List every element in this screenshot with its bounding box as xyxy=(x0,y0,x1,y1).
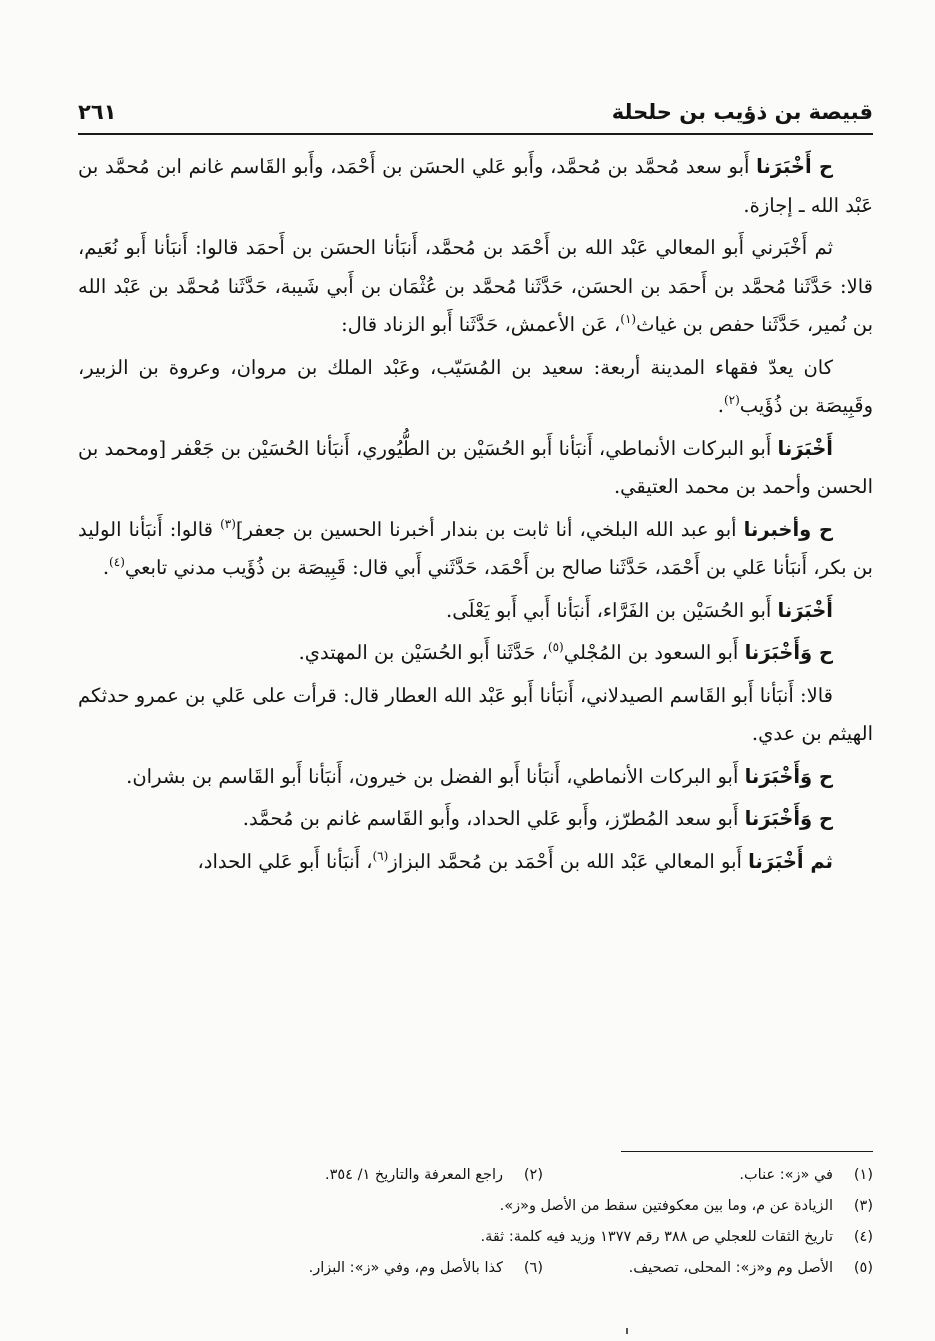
paragraph-text: أَبو البركات الأنماطي، أَنبَأنا أَبو الفضل بن خيرون، أَنبَأنا أَبو القَاسم بن بشران. xyxy=(126,764,745,788)
paragraph-text: ، أَنبَأنا أَبو عَلي الحداد، xyxy=(197,849,373,873)
paragraph-text: أَبو البركات الأنماطي، أَنبَأنا أَبو الحُسَيْن بن الطُّيُوري، أَنبَأنا الحُسَيْن بن جَعْفر [ومحمد بن الحسن وأحمد بن محمد العتيقي. xyxy=(78,436,873,498)
running-header xyxy=(78,90,873,134)
paragraph xyxy=(78,511,873,588)
paragraph-text: قالوا: أَنبَأنا الوليد بن بكر، أَنبَأنا عَلي بن أَحْمَد، حَدَّثَنا صالح بن أَحْمَد، حَدَّثَني أَبي قال: قَبِيصَة بن ذُؤَيب مدني تابعي xyxy=(78,517,873,579)
footnote-row xyxy=(78,1160,873,1191)
header-rule xyxy=(78,133,873,135)
footnote xyxy=(500,1191,873,1222)
footnote xyxy=(543,1253,873,1284)
footnote-ref: (٦) xyxy=(372,848,389,863)
paragraph-text: أَبو المعالي عَبْد الله بن أَحْمَد بن مُحمَّد البزاز xyxy=(388,849,749,873)
footnote-number: (٢) xyxy=(523,1167,543,1183)
footnote xyxy=(480,1222,873,1253)
footnote-ref: (٤) xyxy=(109,555,125,569)
footnote-number: (١) xyxy=(853,1167,873,1183)
footnote-ref: (٥) xyxy=(547,640,564,654)
footnote-text: الزيادة عن م، وما بين معكوفتين سقط من الأصل و«ز». xyxy=(499,1198,833,1214)
paragraph-text: أَبو الحُسَيْن بن الفَرَّاء، أَنبَأنا أَبي أَبو يَعْلَى. xyxy=(446,598,778,622)
paragraph-text: أَبو سعد مُحمَّد بن مُحمَّد، وأَبو عَلي الحسَن بن أَحْمَد، وأَبو القَاسم غانم ابن مُحمَّد بن عَبْد الله ـ إجازة. xyxy=(78,155,873,217)
footnote-text: الأصل وم و«ز»: المحلى، تصحيف. xyxy=(628,1260,833,1276)
footnotes xyxy=(78,1160,873,1284)
footnote-row xyxy=(78,1222,873,1253)
footnote-rule xyxy=(621,1151,873,1152)
isnad-keyword: ح وَأَخْبَرَنا xyxy=(744,807,833,830)
footnote-number: (٦) xyxy=(523,1260,543,1276)
scan-mark xyxy=(626,1328,628,1334)
paragraph-text: . xyxy=(717,394,724,417)
paragraph-text: كان يعدّ فقهاء المدينة أربعة: سعيد بن المُسَيّب، وعَبْد الملك بن مروان، وعروة بن الزبير، وقَبِيصَة بن ذُؤَيب xyxy=(78,355,873,417)
paragraph-text: أبو عبد الله البلخي، أنا ثابت بن بندار أخبرنا الحسين بن جعفر] xyxy=(235,517,744,541)
footnote xyxy=(543,1160,873,1191)
footnote-number: (٥) xyxy=(853,1260,873,1276)
footnote-text: تاريخ الثقات للعجلي ص ٣٨٨ رقم ١٣٧٧ وزيد فيه كلمة: ثقة. xyxy=(480,1229,833,1245)
paragraph xyxy=(78,229,873,345)
footnote-number: (٣) xyxy=(853,1198,873,1214)
paragraph-text: ثم أَخْبَرني أَبو المعالي عَبْد الله بن أَحْمَد بن مُحمَّد، أَنبَأنا الحسَن بن أَحمَد قالوا: أَنبَأنا أَبو نُعَيم، قالا: حَدَّثَنا مُحمَّد بن أَحمَد بن الحسَن، حَدَّثَنا مُحمَّد بن عُثْمَان بن أَبي شَيبة، حَدَّثَنا مُحمَّد بن عَبْد الله بن نُمير، حَدَّثَنا حفص بن غياث xyxy=(78,236,873,336)
footnote-text: في «ز»: عناب. xyxy=(739,1167,833,1183)
paragraph-text: قالا: أَنبَأنا أَبو القَاسم الصيدلاني، أَنبَأنا أَبو عَبْد الله العطار قال: قرأت على عَلي بن عمرو حدثكم الهيثم بن عدي. xyxy=(78,683,873,745)
isnad-keyword: ح وَأَخْبَرَنا xyxy=(744,641,833,664)
paragraph-text: . xyxy=(102,556,110,579)
isnad-keyword: أَخْبَرَنا xyxy=(777,436,833,460)
isnad-keyword: ثم أَخْبَرَنا xyxy=(748,849,833,873)
isnad-keyword: أَخْبَرَنا xyxy=(777,598,833,622)
main-text xyxy=(78,148,873,885)
footnote-row xyxy=(78,1253,873,1284)
isnad-keyword: ح وَأَخْبَرَنا xyxy=(744,764,833,788)
paragraph xyxy=(78,430,873,507)
paragraph-text: ، عَن الأعمش، حَدَّثَنا أَبو الزناد قال: xyxy=(341,313,621,336)
paragraph-text: أَبو السعود بن المُجْلي xyxy=(563,641,745,664)
footnote-ref: (٢) xyxy=(723,393,740,407)
isnad-keyword: ح أَخْبَرَنا xyxy=(756,155,833,178)
footnote-number: (٤) xyxy=(853,1229,873,1245)
header-title: قبيصة بن ذؤيب بن حلحلة xyxy=(611,100,873,124)
footnote-row xyxy=(78,1191,873,1222)
footnote-ref: (٣) xyxy=(220,516,236,531)
paragraph xyxy=(78,349,873,426)
paragraph xyxy=(78,800,873,839)
footnote-text: راجع المعرفة والتاريخ ١/ ٣٥٤. xyxy=(325,1167,503,1183)
footnote xyxy=(325,1160,543,1191)
paragraph xyxy=(78,148,873,225)
footnote-ref: (١) xyxy=(620,312,637,326)
footnote xyxy=(309,1253,543,1284)
paragraph xyxy=(78,677,873,754)
footnote-text: كذا بالأصل وم، وفي «ز»: البزار. xyxy=(308,1260,503,1276)
page-number: ٢٦١ xyxy=(78,100,117,124)
paragraph xyxy=(78,634,873,673)
paragraph xyxy=(78,843,873,882)
paragraph-text: أَبو سعد المُطرّز، وأَبو عَلي الحداد، وأَبو القَاسم غانم بن مُحمَّد. xyxy=(242,807,745,830)
paragraph xyxy=(78,592,873,631)
paragraph-text: ، حَدَّثَنا أَبو الحُسَيْن بن المهتدي. xyxy=(298,641,548,664)
paragraph xyxy=(78,758,873,797)
isnad-keyword: ح وأخبرنا xyxy=(743,517,833,541)
